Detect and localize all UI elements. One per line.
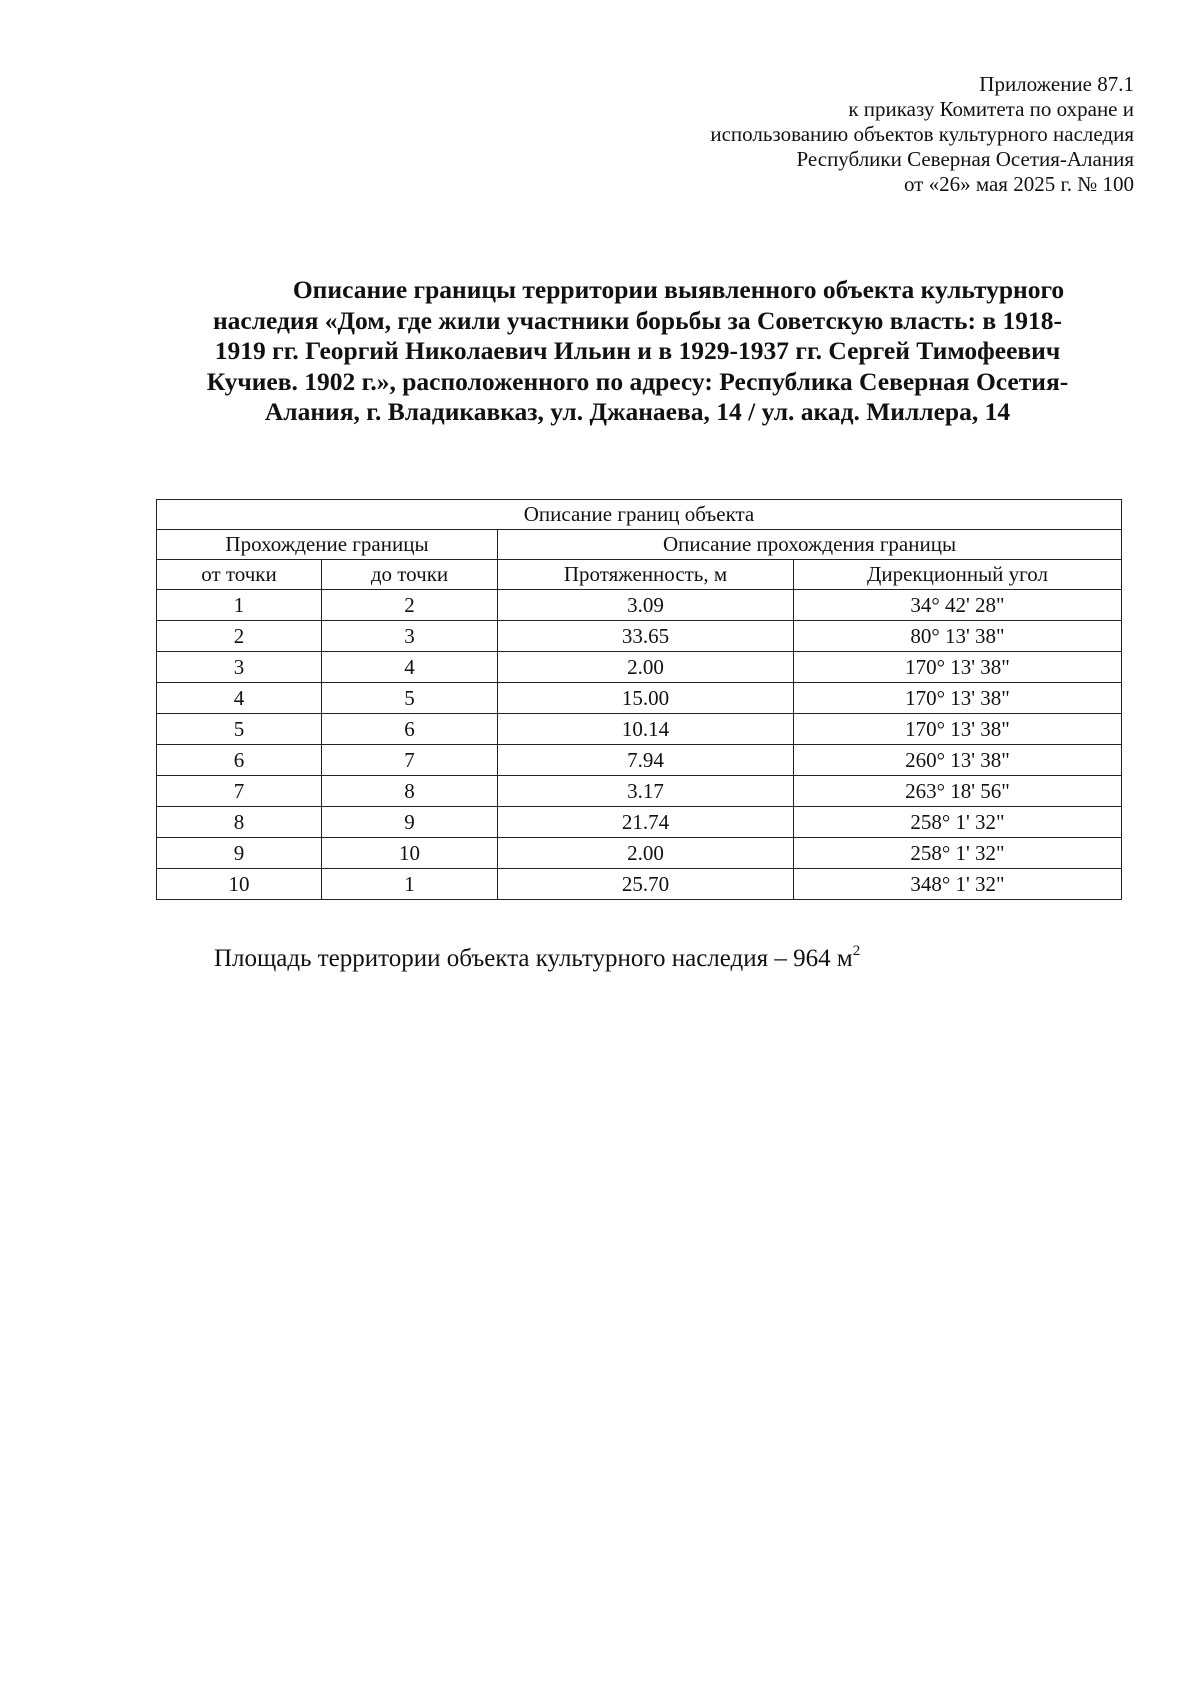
table-row (157, 590, 1122, 621)
document-title (150, 275, 1125, 428)
cell-angle: 258° 1' 32" (794, 807, 1122, 838)
title-line-2: наследия «Дом, где жили участники борьбы за Советскую власть: в 1918- (212, 305, 1063, 335)
cell-to: 3 (322, 621, 498, 652)
cell-length: 3.17 (498, 776, 794, 807)
cell-angle: 260° 13' 38" (794, 745, 1122, 776)
cell-from: 2 (157, 621, 322, 652)
column-header-length: Протяженность, м (498, 560, 794, 590)
cell-angle: 263° 18' 56" (794, 776, 1122, 807)
cell-angle: 258° 1' 32" (794, 838, 1122, 869)
cell-to: 9 (322, 807, 498, 838)
cell-from: 10 (157, 869, 322, 900)
title-line-3: 1919 гг. Георгий Николаевич Ильин и в 1929-1937 гг. Сергей Тимофеевич (214, 336, 1061, 365)
cell-to: 10 (322, 838, 498, 869)
cell-length: 3.09 (498, 590, 794, 621)
cell-angle: 170° 13' 38" (794, 714, 1122, 745)
cell-from: 8 (157, 807, 322, 838)
column-header-to: до точки (322, 560, 498, 590)
table-caption: Описание границ объекта (157, 500, 1122, 530)
column-header-from: от точки (157, 560, 322, 590)
cell-angle: 170° 13' 38" (794, 683, 1122, 714)
appendix-number: Приложение 87.1 (979, 72, 1134, 96)
cell-angle: 348° 1' 32" (794, 869, 1122, 900)
cell-to: 6 (322, 714, 498, 745)
cell-length: 33.65 (498, 621, 794, 652)
cell-angle: 34° 42' 28" (794, 590, 1122, 621)
table-row (157, 776, 1122, 807)
cell-to: 4 (322, 652, 498, 683)
title-line-1: Описание границы территории выявленного объекта культурного (292, 275, 1065, 304)
table-row (157, 683, 1122, 714)
group-header-left: Прохождение границы (157, 530, 498, 560)
table-row (157, 714, 1122, 745)
appendix-order-line: к приказу Комитета по охране и (848, 97, 1134, 121)
cell-to: 5 (322, 683, 498, 714)
cell-to: 7 (322, 745, 498, 776)
table-row (157, 838, 1122, 869)
cell-from: 3 (157, 652, 322, 683)
cell-from: 9 (157, 838, 322, 869)
table-row (157, 807, 1122, 838)
table-row (157, 745, 1122, 776)
table-row (157, 869, 1122, 900)
cell-to: 8 (322, 776, 498, 807)
table-row (157, 652, 1122, 683)
cell-length: 7.94 (498, 745, 794, 776)
cell-length: 25.70 (498, 869, 794, 900)
cell-length: 15.00 (498, 683, 794, 714)
cell-from: 4 (157, 683, 322, 714)
cell-from: 1 (157, 590, 322, 621)
cell-angle: 170° 13' 38" (794, 652, 1122, 683)
area-statement (214, 944, 860, 974)
cell-from: 7 (157, 776, 322, 807)
title-line-4: Кучиев. 1902 г.», расположенного по адресу: Республика Северная Осетия- (206, 366, 1069, 396)
boundary-table (156, 499, 1122, 900)
cell-length: 21.74 (498, 807, 794, 838)
column-header-angle: Дирекционный угол (794, 560, 1122, 590)
title-line-5: Алания, г. Владикавказ, ул. Джанаева, 14 / ул. акад. Миллера, 14 (264, 397, 1011, 426)
appendix-committee-line: использованию объектов культурного наследия (710, 122, 1134, 146)
cell-to: 2 (322, 590, 498, 621)
cell-length: 10.14 (498, 714, 794, 745)
cell-to: 1 (322, 869, 498, 900)
cell-from: 6 (157, 745, 322, 776)
appendix-header (710, 72, 1134, 197)
table-row (157, 621, 1122, 652)
appendix-date-line: от «26» мая 2025 г. № 100 (903, 172, 1134, 196)
cell-from: 5 (157, 714, 322, 745)
area-unit-superscript: 2 (852, 943, 861, 959)
cell-angle: 80° 13' 38" (794, 621, 1122, 652)
area-text: Площадь территории объекта культурного наследия – 964 м (214, 945, 853, 972)
group-header-right: Описание прохождения границы (498, 530, 1122, 560)
appendix-republic-line: Республики Северная Осетия-Алания (796, 147, 1134, 171)
cell-length: 2.00 (498, 652, 794, 683)
cell-length: 2.00 (498, 838, 794, 869)
